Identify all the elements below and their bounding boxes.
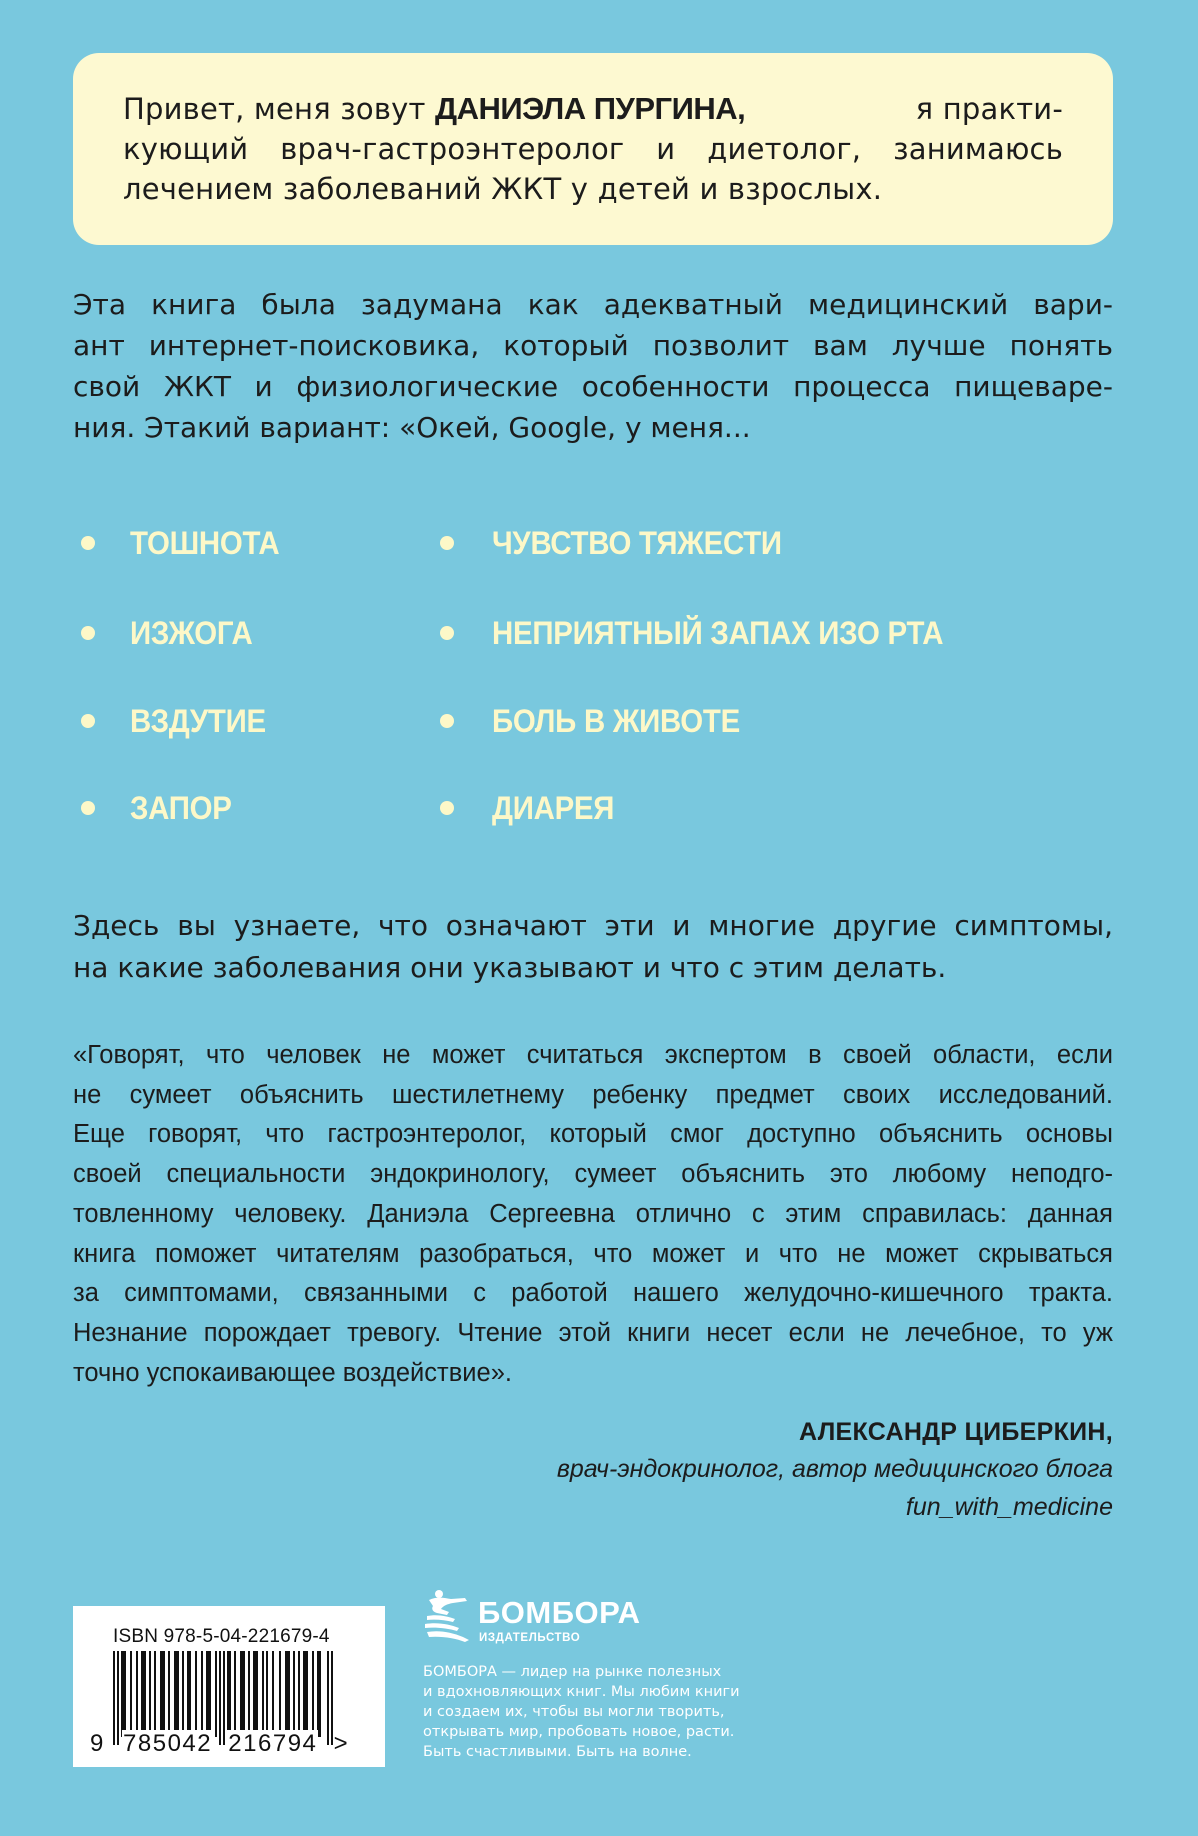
publisher-blurb — [423, 1662, 783, 1762]
quote-line: книга поможет читателям разобраться, что может и что не может скрываться — [73, 1239, 1113, 1268]
intro-line-2: кующий врач-гастроэнтеролог и диетолог, занимаюсь — [123, 132, 1063, 166]
summary-text — [73, 905, 1113, 989]
quote-attribution — [557, 1414, 1113, 1526]
symptom-item — [440, 613, 983, 653]
symptom-item — [81, 788, 240, 828]
reviewer-role: врач-эндокринолог, автор медицинского блога — [556, 1455, 1113, 1483]
symptom-item — [81, 613, 263, 653]
summary-line: Здесь вы узнаете, что означают эти и многие другие симптомы, — [73, 909, 1113, 942]
quote-line: точно успокаивающее воздействие». — [73, 1358, 512, 1387]
summary-line: на какие заболевания они указывают и что с этим делать. — [73, 951, 947, 984]
reviewer-blog: fun_with_medicine — [905, 1493, 1113, 1521]
intro-greeting: Привет, меня зовут — [123, 92, 435, 126]
quote-line: Еще говорят, что гастроэнтеролог, который смог доступно объяснить основы — [73, 1120, 1113, 1149]
bullet-icon — [81, 626, 95, 640]
bullet-icon — [440, 536, 454, 550]
symptom-item — [81, 701, 278, 741]
symptom-item — [440, 701, 762, 741]
barcode-digit-first: 9 — [90, 1730, 105, 1757]
bullet-icon — [440, 801, 454, 815]
bullet-icon — [81, 801, 95, 815]
description-line: ант интернет-поисковика, который позволит вам лучше понять — [73, 329, 1113, 362]
barcode-digits — [89, 1730, 350, 1758]
bombora-surfer-icon — [423, 1588, 471, 1644]
symptom-item — [440, 523, 807, 563]
intro-box — [73, 53, 1113, 245]
symptom-label: ЗАПОР — [130, 789, 232, 826]
intro-greeting-end: я практи- — [915, 92, 1063, 126]
publisher-name: БОМБОРА — [478, 1595, 641, 1630]
symptom-label: ВЗДУТИЕ — [130, 702, 266, 739]
symptom-item — [440, 788, 625, 828]
symptom-label: НЕПРИЯТНЫЙ ЗАПАХ ИЗО РТА — [492, 614, 944, 651]
blurb-line: БОМБОРА — лидер на рынке полезных — [423, 1664, 722, 1680]
reviewer-name: АЛЕКСАНДР ЦИБЕРКИН, — [799, 1418, 1113, 1446]
symptom-label: ЧУВСТВО ТЯЖЕСТИ — [492, 524, 782, 561]
isbn-label: ISBN 978-5-04-221679-4 — [113, 1626, 330, 1647]
symptom-label: ТОШНОТА — [130, 524, 280, 561]
blurb-line: Быть счастливыми. Быть на волне. — [423, 1744, 692, 1760]
author-name: ДАНИЭЛА ПУРГИНА, — [435, 91, 746, 126]
barcode-digits-group2: 216794 — [228, 1730, 318, 1757]
description-line: ния. Этакий вариант: «Окей, Google, у меня... — [73, 411, 751, 444]
publisher-block — [423, 1586, 783, 1762]
quote-line: за симптомами, связанными с работой нашего желудочно-кишечного тракта. — [73, 1279, 1113, 1308]
book-description — [73, 284, 1113, 448]
bullet-icon — [81, 714, 95, 728]
intro-line-1 — [123, 89, 1063, 129]
quote-line: Незнание порождает тревогу. Чтение этой книги несет если не лечебное, то уж — [73, 1318, 1113, 1347]
isbn-barcode-box — [73, 1606, 385, 1767]
bullet-icon — [440, 626, 454, 640]
symptom-label: БОЛЬ В ЖИВОТЕ — [492, 702, 740, 739]
symptom-label: ДИАРЕЯ — [492, 789, 615, 826]
blurb-line: и создаем их, чтобы вы могли творить, — [423, 1704, 725, 1720]
description-line: Эта книга была задумана как адекватный медицинский вари- — [73, 288, 1113, 321]
description-line: свой ЖКТ и физиологические особенности процесса пищеваре- — [73, 370, 1113, 403]
blurb-line: открывать мир, пробовать новое, расти. — [423, 1724, 735, 1740]
publisher-subtitle: ИЗДАТЕЛЬСТВО — [479, 1632, 581, 1644]
barcode-digits-group1: 785042 — [123, 1730, 213, 1757]
quote-line: не сумеет объяснить шестилетнему ребенку предмет своих исследований. — [73, 1080, 1113, 1109]
symptom-label: ИЗЖОГА — [130, 614, 253, 651]
quote-line: «Говорят, что человек не может считаться экспертом в своей области, если — [73, 1041, 1113, 1069]
review-quote — [73, 1036, 1113, 1393]
quote-line: своей специальности эндокринологу, сумеет объяснить это любому неподго- — [73, 1160, 1113, 1189]
intro-line-3: лечением заболеваний ЖКТ у детей и взрослых. — [123, 172, 883, 206]
symptom-item — [81, 523, 292, 563]
bullet-icon — [81, 536, 95, 550]
barcode-arrow: > — [333, 1730, 350, 1757]
bullet-icon — [440, 714, 454, 728]
publisher-logo — [423, 1586, 783, 1646]
quote-line: товленному человеку. Даниэла Сергеевна отлично с этим справилась: данная — [73, 1199, 1113, 1228]
blurb-line: и вдохновляющих книг. Мы любим книги — [423, 1684, 740, 1700]
intro-text — [123, 89, 1063, 209]
